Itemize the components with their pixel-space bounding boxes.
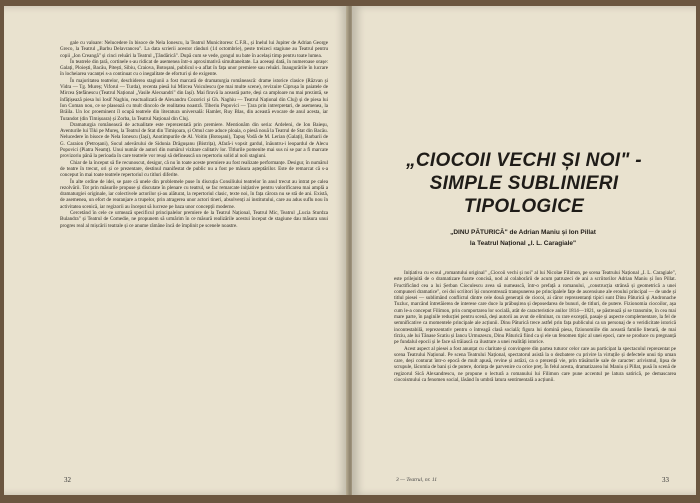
paragraph: Cercetând în cele ce urmează specificul principalelor premiere de la Teatrul Național, Teatrul Mic, Teatrul „Lucia Sturdza Bulandra" și Teatrul de Comedie, ne propunem să urmărim în ce măsură realizările acestui început de stagiune dau măsura unui progres real al mișcării teatrale și ce anume rămâne încă de împlinit pe scenele noastre. xyxy=(60,210,328,229)
paragraph: Inițiativa cu ecoul „romantului original" „Ciocoii vechi și noi" al lui Nicolae Filimon, pe scena Teatrului Național „I. L. Caragiale", este prilejuită de o dramatizare foarte concisă, nod al colaborării de acum patruzeci de ani a scriitorilor Adrian Maniu și Ion Pillat. Fructificând cea a lui Șerban Cioculescu avea să numească, într-o prefață a romanului, „construcția strânsă și geometrică a unei compuneri dramatice", cei doi scriitori își concentrează transpunerea pe principalele fațe de ascensiune ale eroului principal — de unde și titlul piesei — sublimând conflictul dintre cele două generații de ciocoi, ai căror reprezentanți tipici sunt Dinu Păturică și Andronache Tuzluc, marcând întretăierea de interese care duce la prăbușirea și deposedarea de bunuri, de titluri, de putere. Fizionomia ciocoilor, așa cum le-a conceput Filimon, prin comportarea lor socială, atât de caracteristice anilor 1814—1821, se păstrează și se transmite, în cea mai mare parte, în paginile reducției pentru scenă, deși autorii au avut de eliminat, cu rare excepții, pasaje și aspecte complementare, la fel de semnificative ca momentele principale ale acțiunii. Dinu Păturică trece astfel prin fața publicului ca un personaj de o veridicitate istorică incontestabilă, reprezentativ pentru o întreagă clasă socială; figura lui domină piesa, fizionomiile din această familie literară, de mai tîrziu, ale lui Tănase Scatiu și Iancu Urmuzescu, Dinu Păturică fiind ca și ele un fenomen tipic al unei epoci, care se produce cu pregnanță pe fundalul epocii și le face să trăiască ca ilustrare a unei realități istorice. xyxy=(394,270,676,346)
article-title-line-1: „CIOCOII VECHI ȘI NOI" - xyxy=(406,150,642,171)
article-subtitle-line-1: „DINU PĂTURICĂ" de Adrian Maniu și Ion Pillat xyxy=(450,229,596,236)
page-number: 33 xyxy=(662,476,669,484)
running-footer: 3 — Teatrul, nr. 11 xyxy=(396,477,437,483)
left-page xyxy=(4,6,348,495)
right-page-text-column xyxy=(394,270,676,383)
page-number: 32 xyxy=(64,476,71,484)
article-title-line-2: SIMPLE SUBLINIERI xyxy=(429,173,619,194)
paragraph: În alte ordine de idei, se pare că unele din problemele puse în discuția Consiliului teatrelor în anul trecut au intrat pe calea rezolvării. Tot prin măsurile propuse și discutate în plenare cu teatrul, se fac remarcate inițiative pentru valorificarea mai amplă a dramaturgiei originale, iar colectivele actorilor și-au alăturat, la repertoriul clasic, texte noi, în fața cărora nu se stă de ani. Există, de asemenea, un efort de rearanjare a trupelor, prin atragerea unor actori tineri, absolvenți ai institutului, care au adus suflu nou în activitatea scenică, iar regizorii au început să lucreze pe baza unor concepții moderne. xyxy=(60,178,328,210)
paragraph: În majoritatea teatrelor, deschiderea stagiunii a fost marcată de dramaturgia românească: drame istorice clasice (Răzvan și Vidra — Tg. Mureș; Viforul — Turda), recenta piesă lui Mircea Voiculescu (pe mai multe scene), revizuire Ciprușa în paiatele de Mircea Ștefănescu (Teatrul Național „Vasile Alecsandri" din Iași). Mai firavă la această parte, deși ca amploare nu mai prezintă, se înfățișează piesa lui Iosif Naghiu, reactualizată de Alexandru Cozorici și Gh. Naghiu — Teatrul Național din Cluj) și de piesa lui Ion Coman nou, ce se plasează cu mult dincolo de realitatea noastră. Tiberiu Popovici — Țara prin intrerpretari, de asemenea, la Brăila. Un loc proeminent îl ocupă teatrele din literatura universală: Hamlet, Ruy Blas, din această evocare de anul acesta, iar Turandot (din Timișoara) și Zorba, la Teatrul Național din Cluj. xyxy=(60,77,328,122)
paragraph: Acest aspect al piesei a fost anunțat cu claritate și convingere din partea tuturor celor care au participat la spectacolul reprezentat pe scena Teatrului Național. Pe scena Teatrului Național, spectatorul asistă la o dezbatere cu privire la virtuțile și defectele unui tip uman care, deși conturat într-o epocă de mult apusă, revine și astăzi, ca o prezență vie, prin trăsăturile sale de caracter: arivismul, lipsa de scrupule, lăcomia de bani și de putere, dorința de parvenire cu orice preț. În felul acesta, dramatizarea lui Maniu și Pillat, pusă în scenă de regizorul Sică Alexandrescu, ne propune o lectură a romanului lui Filimon care pune accentul pe latura satirică, pe demascarea ciocoismului ca fenomen social, lăsând în umbră latura sentimentală a acțiunii. xyxy=(394,345,676,384)
paragraph: Dramaturgia românească de actualitate este reprezentată prin premiere. Mentionăm din seria: Ardeleni, de Ion Baieșu, Aventurile lui Tiki pe Mureș, la Teatrul de Stat din Timișoara, și Omul care aduce ploaia, o piesă nouă la Teatrul de Stat din Bacău. Nelucedere în bisoce de Nela Ionescu (Iași), Anotimpurile de Al. Voitin (Botoșani), Tapuș Vodă de M. Lerian (Galați), Barbarii de G. Caraion (Petroșani), Socul adevărului de Sidonia Drăgușanu (Bistrița), Afară-i vopsit gardul, înăuntru-i leopardul de Alecu Popovici (Piatra Neamț). Unui număr de autori din numărul vizitare calitativ lor. Titlurile pomenite mai sus ni se par a fi marcate provizoriu până la perioada în care teatrele vor reuși să definească un repertoriu solid al noii stagiuni. xyxy=(60,121,328,160)
article-title-line-3: TIPOLOGICE xyxy=(463,196,585,217)
article-subtitle-line-2: la Teatrul Național „I. L. Caragiale" xyxy=(469,240,577,247)
paragraph: În teatrele din țară, cortinele s-au ridicat de asemenea într-o aproximativă simultaneitate. La aceeași dată, în numeroase orașe: Galați, Ploiești, Bacău, Pitești, Sibiu, Craiova, Botoșani, publicul s-a aflat în fața unor premiere sau reluări. Inaugurările în lucrare în locheiarea vacanței s-a continuat cu o inegalitate de eforturi și de exigente. xyxy=(60,58,328,78)
paragraph: gale cu valoare: Nelucedere în bisoce de Nela Ionescu, la Teatrul Municitoresc C.F.R., și Inelul lui Jupiter de Adrian George Greco, la Teatrul „Barbu Delavrancea". La data scrierii acestor rânduri (14 octombrie), peste treizeci stagiune au Teatrul pentru copii „Ion Creangă" și cinci reluări la Teatrul „Țăndărică". După cum se vede, gongul nu bate în același timp pentru toate lumea. xyxy=(60,40,328,59)
paragraph: Chiar de la început să fie recunoscut, desigur, că nu în toate aceste premiere au fost realizate performanțe. Desigur, în numărul de teatre în trecut, ori și ce prezentare, destinul manifestat de public nu a fost pe măsura așteptărilor. Este de remarcat că s-a conceput în mai toate teatrele repertoriul cu titluri diferite. xyxy=(60,159,328,179)
right-page xyxy=(352,6,696,495)
left-page-text-column xyxy=(60,40,328,229)
